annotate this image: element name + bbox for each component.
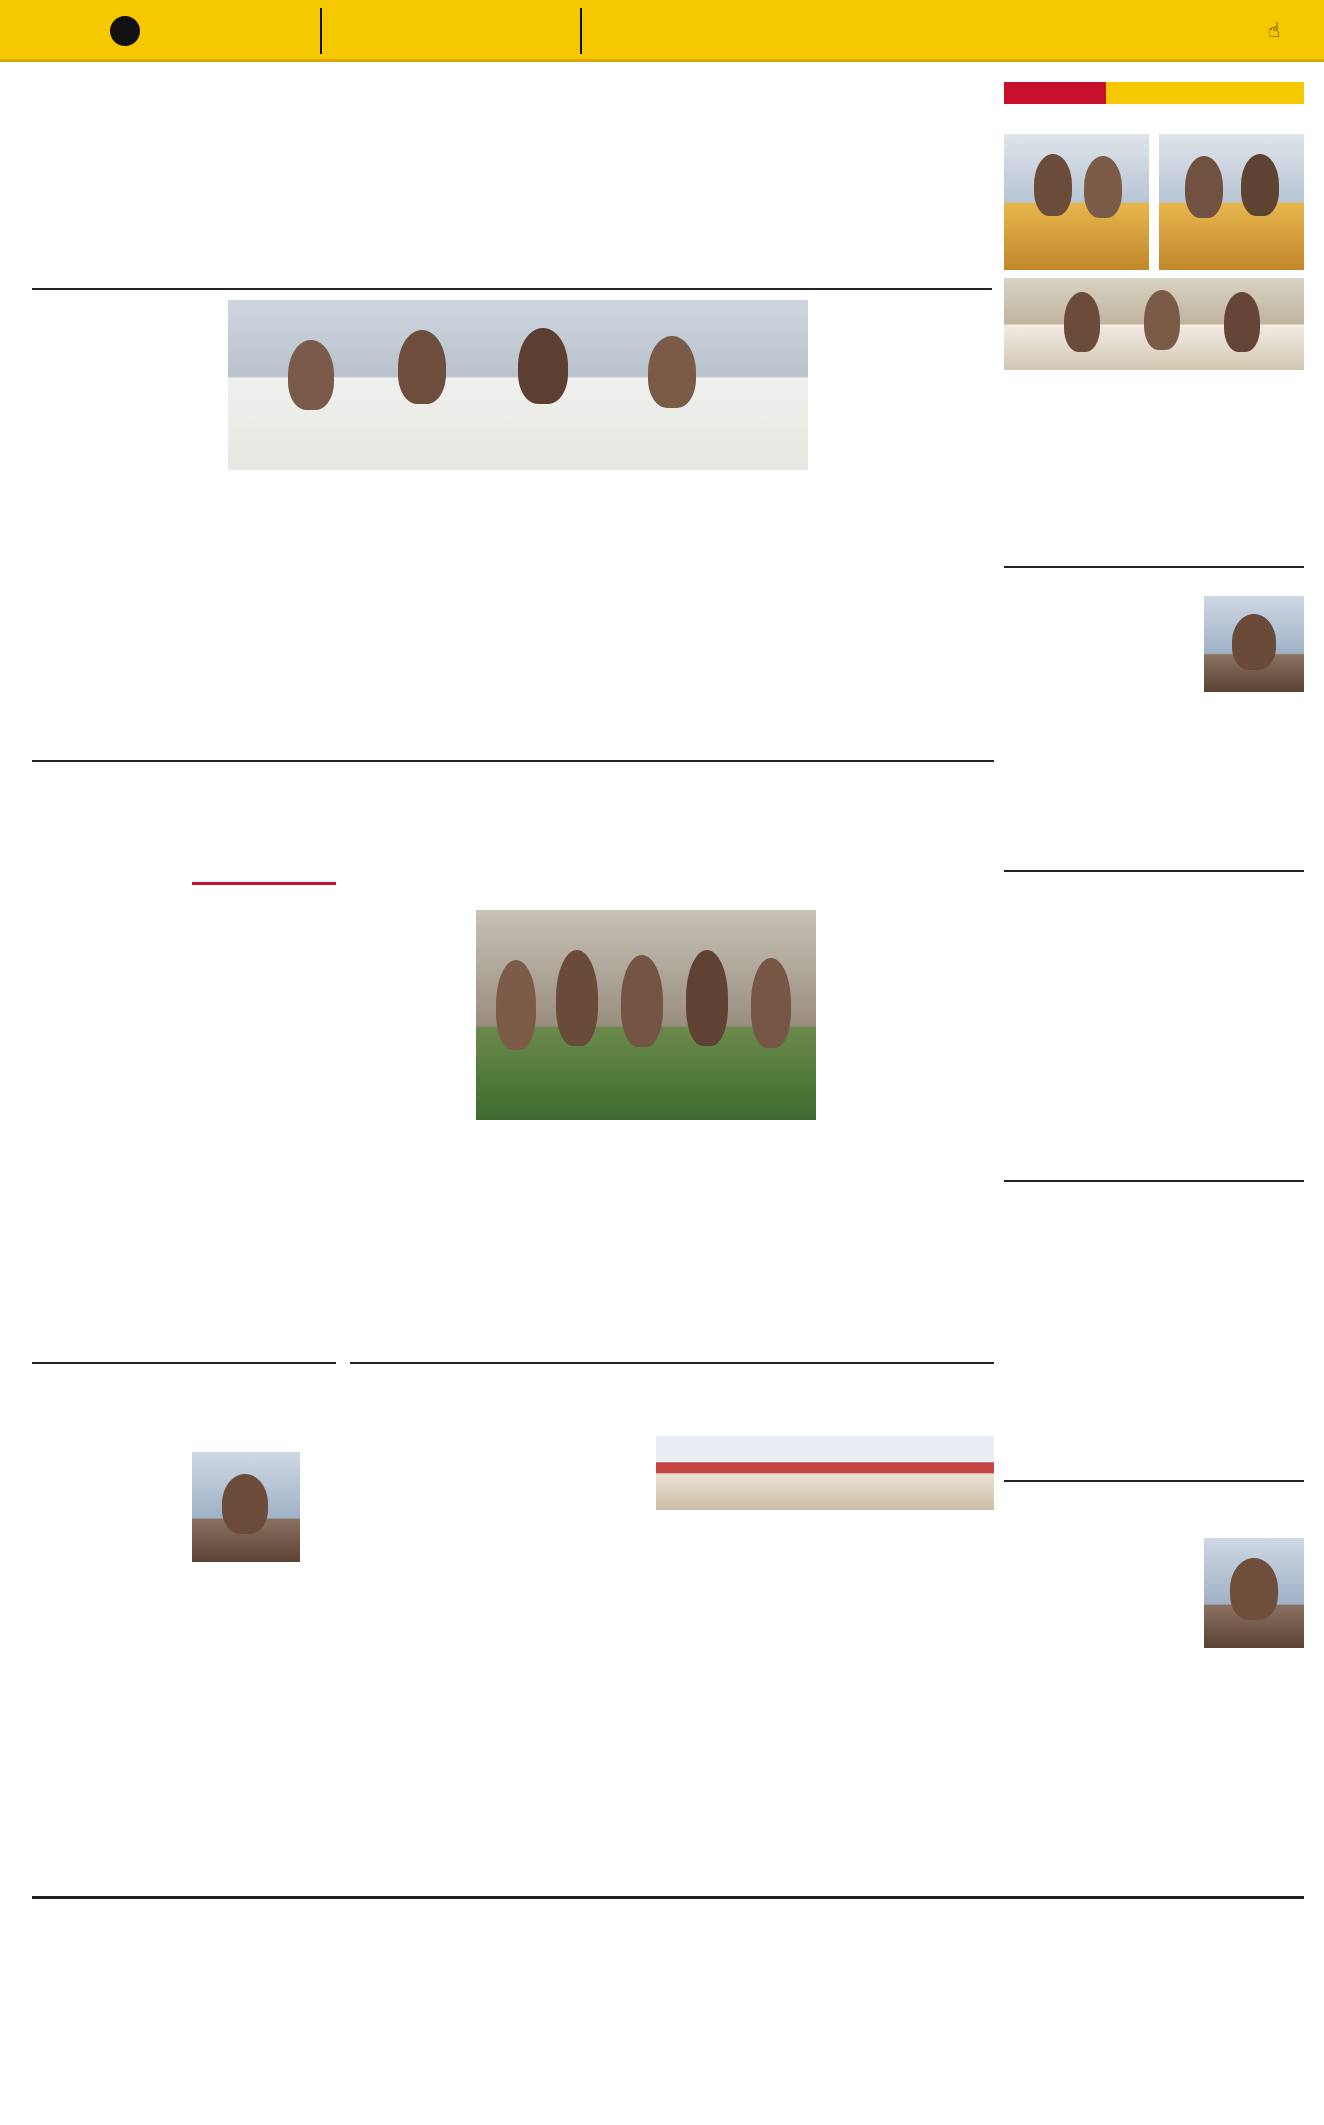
story-text [192, 940, 336, 1350]
ajsu-column-4 [716, 1128, 816, 1350]
header-divider [320, 8, 322, 54]
ajsu-column-2 [476, 1128, 586, 1350]
divider [1004, 870, 1304, 872]
right-story-5-text [1004, 1538, 1198, 1888]
governor-meeting-photo-1 [1004, 134, 1149, 270]
tag-ek-nazar [1106, 82, 1304, 104]
divider [1004, 1180, 1304, 1182]
bdo-column-1 [310, 1452, 408, 1888]
story-text [32, 1418, 176, 1888]
lead-column-5 [654, 478, 804, 753]
divider [1004, 566, 1304, 568]
right-story-3-text [1004, 926, 1304, 1176]
divider [32, 760, 994, 762]
logo-mark-icon [110, 16, 140, 46]
pointer-hand-icon: ☝ [1268, 18, 1281, 42]
ajsu-column-3 [596, 1128, 706, 1350]
divider [32, 1896, 1304, 1899]
lead-column-1 [32, 422, 212, 752]
governor-meeting-photo-3 [1004, 278, 1304, 370]
lead-column-4 [512, 478, 642, 753]
marandi-portrait [1204, 1538, 1304, 1648]
lead-column-6 [818, 300, 994, 752]
cbi-column-2 [656, 1516, 816, 1888]
divider [32, 1362, 336, 1364]
cbi-column-3-text [826, 1516, 994, 1846]
ek-nazar-tag [1004, 82, 1304, 104]
meeting-photo [228, 300, 808, 470]
right-story-1-text [1004, 372, 1304, 562]
lead-column-2 [228, 478, 358, 753]
cbi-column-3 [826, 1516, 994, 1846]
cbi-column-1 [524, 1454, 648, 1888]
page-header [0, 0, 1324, 62]
right-story-4-text [1004, 1236, 1304, 1476]
right-story-2-text [1004, 594, 1304, 864]
divider [350, 1362, 994, 1364]
masthead-logo[interactable] [110, 16, 148, 46]
party-meeting-photo [476, 910, 816, 1120]
ajsu-column-1 [350, 926, 466, 1346]
story-kicker [192, 882, 336, 889]
header-divider [580, 8, 582, 54]
bdo-portrait-photo [192, 1452, 300, 1562]
divider [32, 288, 992, 290]
bdo-column-2 [418, 1452, 514, 1888]
divider [1004, 1480, 1304, 1482]
lead-column-3 [370, 478, 500, 753]
high-court-photo [656, 1436, 994, 1510]
governor-meeting-photo-2 [1159, 134, 1304, 270]
story-text [32, 900, 182, 1350]
